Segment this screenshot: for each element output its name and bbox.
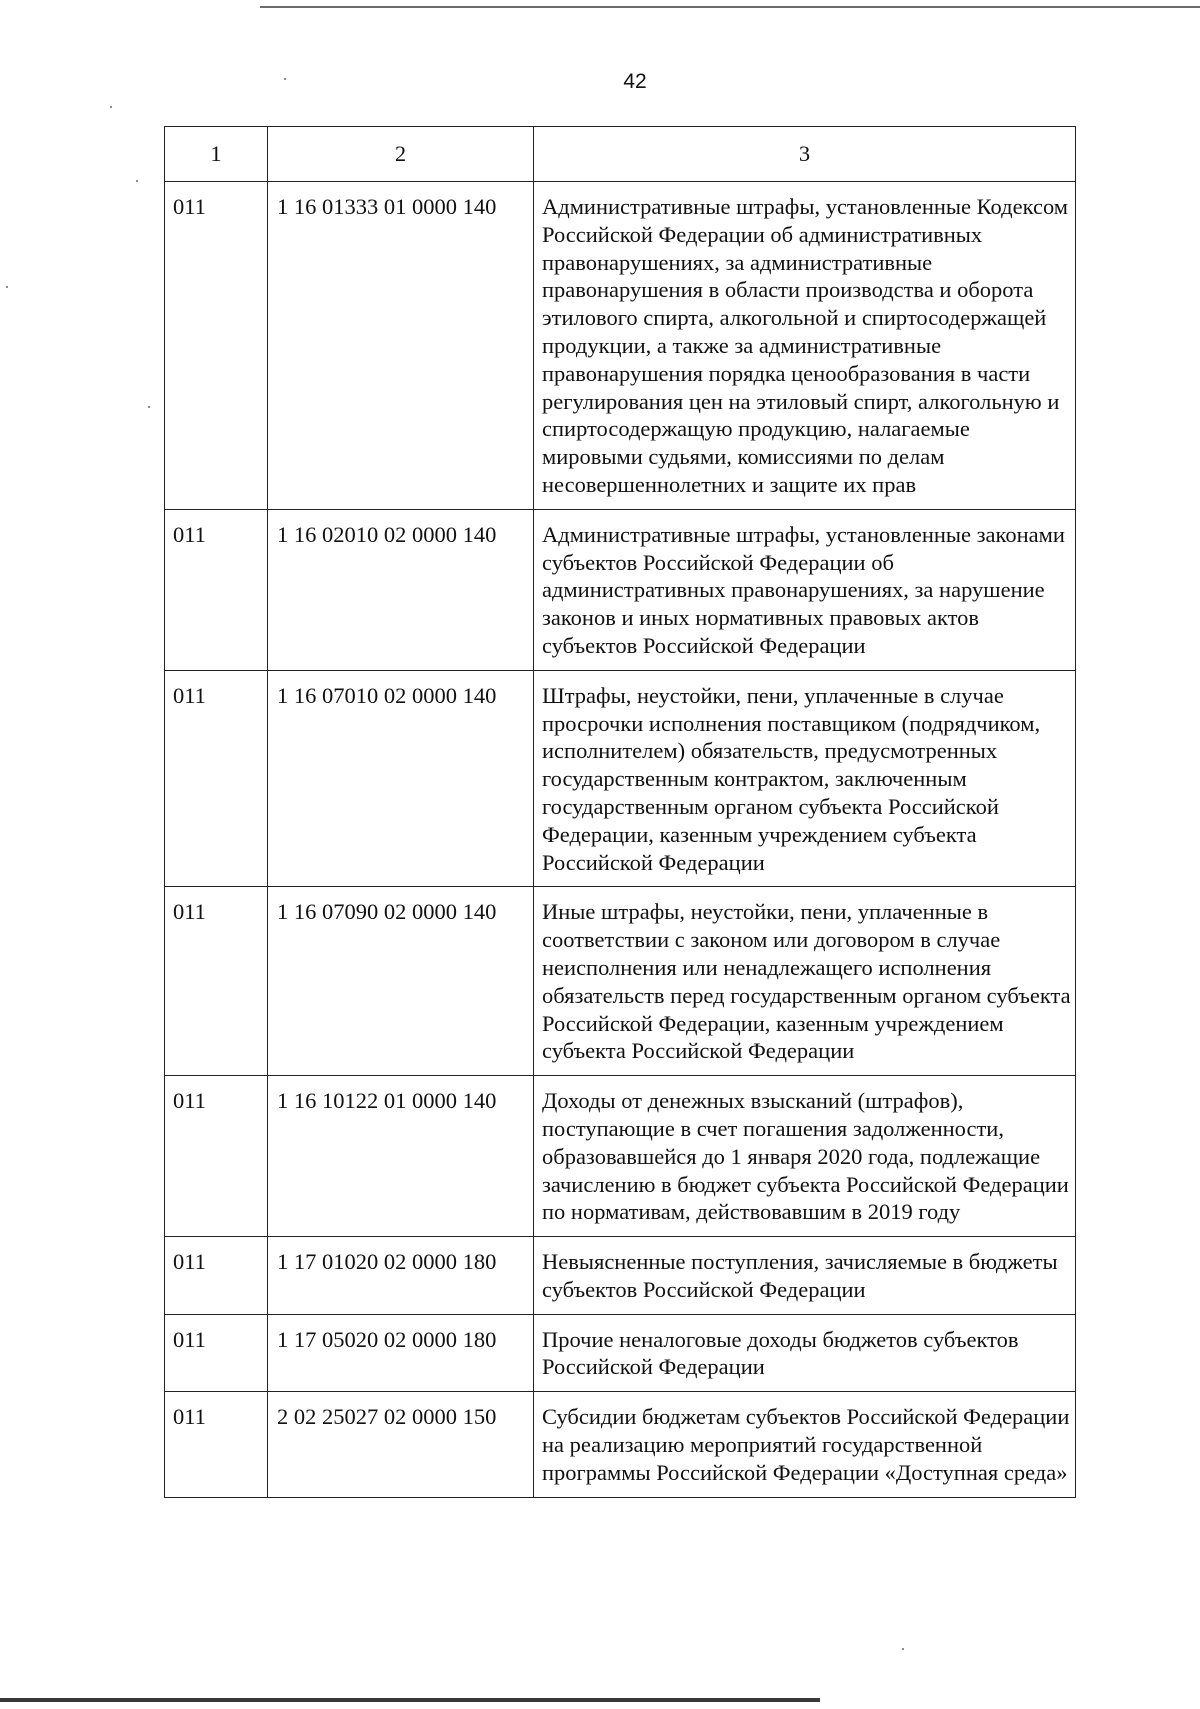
budget-code-cell: 1 17 05020 02 0000 180	[268, 1314, 534, 1392]
table-header	[165, 127, 1076, 182]
description-cell: Административные штрафы, установленные Кодексом Российской Федерации об административных правонарушениях, за административные правонарушения в области производства и оборота этилового спирта, алкогольной и спиртосодержащей продукции, а также за административные правонарушения порядка ценообразования в части регулирования цен на этиловый спирт, алкогольную и спиртосодержащую продукцию, налагаемые мировыми судьями, комиссиями по делам несовершеннолетних и защите их прав	[534, 182, 1076, 510]
admin-code-cell: 011	[165, 1314, 268, 1392]
table-row	[165, 887, 1076, 1076]
table-row	[165, 1076, 1076, 1237]
scan-speck	[136, 180, 138, 182]
admin-code-cell: 011	[165, 1392, 268, 1497]
table-row	[165, 509, 1076, 670]
admin-code-cell: 011	[165, 509, 268, 670]
scan-bottom-rule	[0, 1698, 820, 1702]
budget-code-cell: 1 17 01020 02 0000 180	[268, 1237, 534, 1315]
scan-speck	[110, 106, 112, 108]
budget-code-cell: 1 16 01333 01 0000 140	[268, 182, 534, 510]
admin-code-cell: 011	[165, 1237, 268, 1315]
scan-speck	[284, 78, 286, 80]
table-row	[165, 1237, 1076, 1315]
admin-code-cell: 011	[165, 670, 268, 887]
budget-code-cell: 1 16 02010 02 0000 140	[268, 509, 534, 670]
table-row	[165, 1392, 1076, 1497]
column-header-1: 1	[165, 127, 268, 182]
description-cell: Административные штрафы, установленные законами субъектов Российской Федерации об административных правонарушениях, за нарушение законов и иных нормативных правовых актов субъектов Российской Федерации	[534, 509, 1076, 670]
description-cell: Штрафы, неустойки, пени, уплаченные в случае просрочки исполнения поставщиком (подрядчиком, исполнителем) обязательств, предусмотренных государственным контрактом, заключенным государственным органом субъекта Российской Федерации, казенным учреждением субъекта Российской Федерации	[534, 670, 1076, 887]
admin-code-cell: 011	[165, 1076, 268, 1237]
column-header-3: 3	[534, 127, 1076, 182]
page-number: 42	[623, 70, 647, 93]
column-header-2: 2	[268, 127, 534, 182]
table-body	[165, 182, 1076, 1498]
admin-code-cell: 011	[165, 182, 268, 510]
header-row	[165, 127, 1076, 182]
table-row	[165, 670, 1076, 887]
budget-code-cell: 1 16 07010 02 0000 140	[268, 670, 534, 887]
description-cell: Субсидии бюджетам субъектов Российской Федерации на реализацию мероприятий государственной программы Российской Федерации «Доступная среда»	[534, 1392, 1076, 1497]
scan-speck	[902, 1648, 904, 1650]
table-row	[165, 1314, 1076, 1392]
scan-speck	[6, 286, 8, 288]
budget-code-cell: 1 16 10122 01 0000 140	[268, 1076, 534, 1237]
table-row	[165, 182, 1076, 510]
revenue-codes-table	[164, 126, 1076, 1498]
admin-code-cell: 011	[165, 887, 268, 1076]
budget-code-cell: 2 02 25027 02 0000 150	[268, 1392, 534, 1497]
description-cell: Иные штрафы, неустойки, пени, уплаченные в соответствии с законом или договором в случае неисполнения или ненадлежащего исполнения обязательств перед государственным органом субъекта Российской Федерации, казенным учреждением субъекта Российской Федерации	[534, 887, 1076, 1076]
description-cell: Невыясненные поступления, зачисляемые в бюджеты субъектов Российской Федерации	[534, 1237, 1076, 1315]
description-cell: Прочие неналоговые доходы бюджетов субъектов Российской Федерации	[534, 1314, 1076, 1392]
description-cell: Доходы от денежных взысканий (штрафов), поступающие в счет погашения задолженности, образовавшейся до 1 января 2020 года, подлежащие зачислению в бюджет субъекта Российской Федерации по нормативам, действовавшим в 2019 году	[534, 1076, 1076, 1237]
budget-code-cell: 1 16 07090 02 0000 140	[268, 887, 534, 1076]
scan-top-rule	[260, 6, 1200, 8]
scan-speck	[148, 406, 150, 408]
